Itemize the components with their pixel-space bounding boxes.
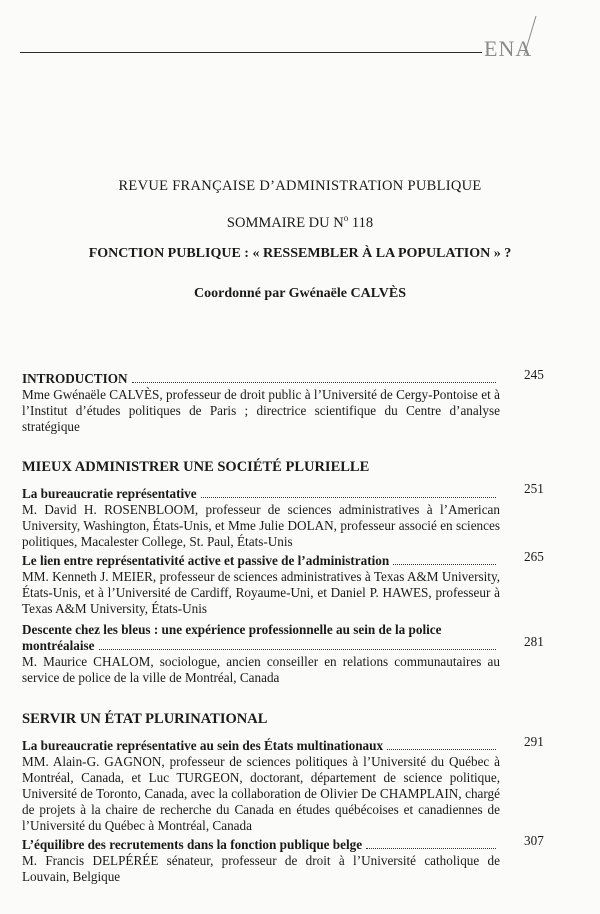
toc-entry[interactable] (22, 486, 500, 550)
page-number: 245 (524, 367, 544, 382)
entry-authors: M. David H. ROSENBLOOM, professeur de sciences administratives à l’American University, Washington, États-Unis, et Mme Julie DOLAN, professeur associé en sciences politiques, Macalester College, St. Paul, États-Unis (22, 502, 500, 549)
toc-entry[interactable] (22, 553, 500, 617)
ena-logo (484, 14, 544, 74)
section-heading: SERVIR UN ÉTAT PLURINATIONAL (22, 711, 268, 727)
entry-title: INTRODUCTION (22, 371, 500, 387)
entry-title: L’équilibre des recrutements dans la fonction publique belge (22, 837, 500, 853)
page-number: 291 (524, 734, 544, 749)
entry-authors: MM. Kenneth J. MEIER, professeur de sciences administratives à Texas A&M University, États-Unis, et à l’Université de Cardiff, Royaume-Uni, et Daniel P. HAWES, professeur à Texas A&M University, États-Unis (22, 569, 500, 616)
coordinator: Coordonné par Gwénaële CALVÈS (194, 286, 406, 301)
entry-authors: M. Maurice CHALOM, sociologue, ancien conseiller en relations communautaires au service de police de la ville de Montréal, Canada (22, 654, 500, 685)
entry-authors: Mme Gwénaële CALVÈS, professeur de droit public à l’Université de Cergy-Pontoise et à l’Institut d’études politiques de Paris ; directrice scientifique du Centre d’analyse stratégique (22, 387, 500, 434)
page-number: 281 (524, 634, 544, 649)
section-heading: MIEUX ADMINISTRER UNE SOCIÉTÉ PLURIELLE (22, 459, 370, 475)
page-number: 307 (524, 833, 544, 848)
toc-entry[interactable] (22, 837, 500, 885)
entry-title: La bureaucratie représentative (22, 486, 500, 502)
page-number: 265 (524, 549, 544, 564)
entry-title-line1: Descente chez les bleus : une expérience professionnelle au sein de la police (22, 622, 442, 637)
entry-title: montréalaise (22, 638, 500, 654)
entry-title: Le lien entre représentativité active et passive de l’administration (22, 553, 500, 569)
logo-text: ENA (484, 36, 533, 61)
toc-entry[interactable] (22, 738, 500, 834)
review-title: REVUE FRANÇAISE D’ADMINISTRATION PUBLIQUE (118, 178, 482, 194)
entry-authors: MM. Alain-G. GAGNON, professeur de sciences politiques à l’Université du Québec à Montréal, Canada, et Luc TURGEON, doctorant, département de science politique, Université de Toronto, Canada, avec la collaboration de Olivier De CHAMPLAIN, chargé de projets à la chaire de recherche du Canada en études québécoises et canadiennes de l’Université du Québec à Montréal, Canada (22, 754, 500, 833)
sommaire-title: SOMMAIRE DU $N^o$ 118 (226, 213, 374, 231)
issue-theme: FONCTION PUBLIQUE : « RESSEMBLER À LA POPULATION » ? (88, 246, 512, 261)
toc-entry[interactable] (22, 622, 500, 686)
entry-authors: M. Francis DELPÉRÉE sénateur, professeur de droit à l’Université catholique de Louvain, Belgique (22, 853, 500, 884)
toc-entry-introduction[interactable] (22, 371, 500, 435)
header-rule (20, 52, 482, 53)
entry-title: La bureaucratie représentative au sein des États multinationaux (22, 738, 500, 754)
page-number: 251 (524, 481, 544, 496)
